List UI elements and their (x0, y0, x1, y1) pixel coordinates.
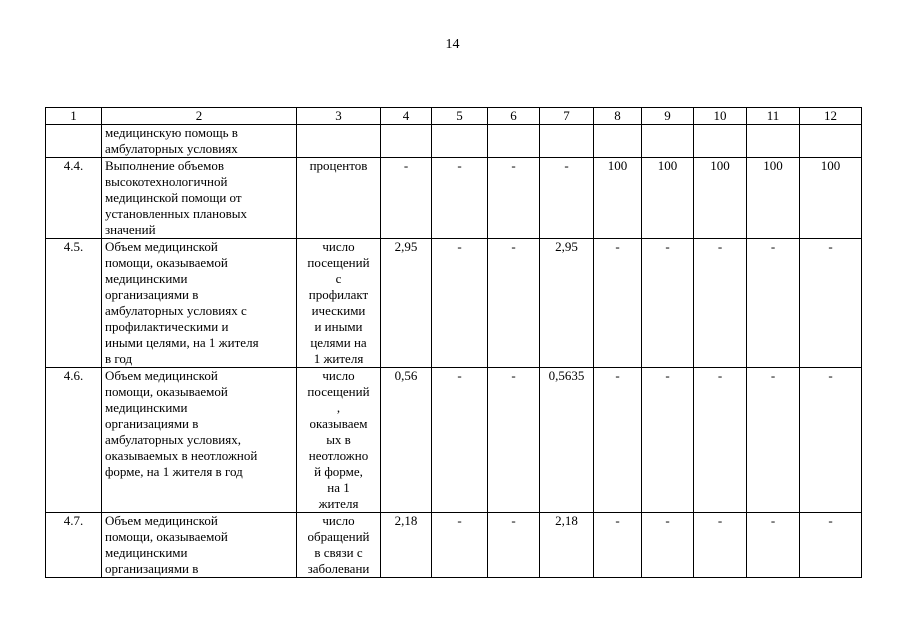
column-header: 2 (102, 108, 297, 125)
unit-line: неотложно (308, 448, 369, 463)
indicator-name-cell (102, 513, 297, 578)
unit-line: 1 жителя (313, 351, 364, 366)
value-cell: - (432, 158, 488, 239)
value-cell: 2,18 (381, 513, 432, 578)
indicator-name-line: высокотехнологичной (105, 174, 228, 189)
unit-line: число (322, 239, 355, 254)
value-cell: - (594, 368, 642, 513)
unit-line: посещений (307, 384, 370, 399)
value-cell: - (694, 239, 747, 368)
unit-line: обращений (307, 529, 370, 544)
unit-line: ическими (311, 303, 366, 318)
indicator-name-line: организациями в (105, 287, 199, 302)
row-number-cell: 4.4. (46, 158, 102, 239)
indicators-table (45, 107, 862, 578)
value-cell: - (432, 239, 488, 368)
column-header: 8 (594, 108, 642, 125)
unit-cell (297, 368, 381, 513)
unit-line: на 1 (327, 480, 350, 495)
indicator-name-line: Объем медицинской (105, 513, 218, 528)
indicator-name-cell (102, 239, 297, 368)
indicator-name-cell (102, 368, 297, 513)
value-cell: 100 (594, 158, 642, 239)
table-row (46, 368, 862, 513)
value-cell: - (642, 368, 694, 513)
row-number-cell: 4.7. (46, 513, 102, 578)
value-cell: - (800, 513, 862, 578)
unit-line: процентов (309, 158, 368, 173)
value-cell: 100 (694, 158, 747, 239)
unit-line: целями на (310, 335, 367, 350)
value-cell (488, 125, 540, 158)
indicator-name-line: иными целями, на 1 жителя (105, 335, 259, 350)
indicator-name-line: амбулаторных условиях (105, 141, 238, 156)
value-cell: - (488, 158, 540, 239)
indicator-name-line: организациями в (105, 561, 199, 576)
value-cell: 100 (800, 158, 862, 239)
value-cell: - (694, 368, 747, 513)
indicator-name-line: амбулаторных условиях, (105, 432, 241, 447)
value-cell: 2,95 (381, 239, 432, 368)
value-cell (747, 125, 800, 158)
table-header-row (46, 108, 862, 125)
indicator-name-line: значений (105, 222, 156, 237)
value-cell: - (694, 513, 747, 578)
indicator-name-line: форме, на 1 жителя в год (105, 464, 243, 479)
value-cell: - (747, 239, 800, 368)
indicator-name-line: профилактическими и (105, 319, 229, 334)
page-number: 14 (445, 37, 460, 52)
unit-line: с (335, 271, 342, 286)
table-row (46, 125, 862, 158)
indicator-name-line: медицинскую помощь в (105, 125, 238, 140)
value-cell (694, 125, 747, 158)
row-number-cell: 4.5. (46, 239, 102, 368)
column-header: 6 (488, 108, 540, 125)
value-cell: - (747, 513, 800, 578)
column-header: 9 (642, 108, 694, 125)
unit-cell (297, 125, 381, 158)
indicator-name-line: Выполнение объемов (105, 158, 224, 173)
unit-line: оказываем (309, 416, 368, 431)
column-header: 1 (46, 108, 102, 125)
value-cell: 2,95 (540, 239, 594, 368)
value-cell (594, 125, 642, 158)
indicator-name-line: Объем медицинской (105, 368, 218, 383)
unit-line: профилакт (308, 287, 369, 302)
value-cell (540, 125, 594, 158)
page-clip (0, 604, 905, 640)
indicator-name-line: помощи, оказываемой (105, 384, 228, 399)
column-header: 11 (747, 108, 800, 125)
indicator-name-cell (102, 158, 297, 239)
indicator-name-line: оказываемых в неотложной (105, 448, 258, 463)
value-cell: 2,18 (540, 513, 594, 578)
value-cell (800, 125, 862, 158)
unit-line: число (322, 368, 355, 383)
indicator-name-line: помощи, оказываемой (105, 529, 228, 544)
indicator-name-line: установленных плановых (105, 206, 248, 221)
column-header: 3 (297, 108, 381, 125)
table-row (46, 513, 862, 578)
value-cell: - (488, 368, 540, 513)
indicator-name-line: медицинскими (105, 271, 188, 286)
value-cell: - (594, 239, 642, 368)
value-cell (381, 125, 432, 158)
value-cell: 100 (747, 158, 800, 239)
table-row (46, 158, 862, 239)
value-cell: - (488, 513, 540, 578)
unit-line: жителя (318, 496, 359, 511)
value-cell: - (642, 239, 694, 368)
column-header: 5 (432, 108, 488, 125)
column-header: 12 (800, 108, 862, 125)
indicator-name-line: Объем медицинской (105, 239, 218, 254)
value-cell: - (432, 368, 488, 513)
row-number-cell: 4.6. (46, 368, 102, 513)
indicator-name-line: медицинской помощи от (105, 190, 242, 205)
unit-line: , (336, 400, 341, 415)
unit-line: й форме, (314, 464, 363, 479)
value-cell: 0,5635 (540, 368, 594, 513)
unit-line: в связи с (314, 545, 363, 560)
value-cell: - (594, 513, 642, 578)
column-header: 7 (540, 108, 594, 125)
value-cell: - (381, 158, 432, 239)
indicator-name-line: амбулаторных условиях с (105, 303, 247, 318)
unit-line: число (322, 513, 355, 528)
value-cell: - (642, 513, 694, 578)
value-cell: 100 (642, 158, 694, 239)
column-header: 4 (381, 108, 432, 125)
unit-line: и иными (314, 319, 363, 334)
unit-line: заболевани (307, 561, 370, 576)
column-header: 10 (694, 108, 747, 125)
value-cell (642, 125, 694, 158)
row-number-cell (46, 125, 102, 158)
table-row (46, 239, 862, 368)
indicator-name-line: медицинскими (105, 400, 188, 415)
unit-cell (297, 158, 381, 239)
value-cell: - (800, 368, 862, 513)
value-cell: - (540, 158, 594, 239)
indicator-name-line: медицинскими (105, 545, 188, 560)
unit-line: посещений (307, 255, 370, 270)
value-cell: - (800, 239, 862, 368)
value-cell: 0,56 (381, 368, 432, 513)
unit-line: ых в (326, 432, 351, 447)
value-cell: - (488, 239, 540, 368)
indicator-name-line: помощи, оказываемой (105, 255, 228, 270)
indicator-name-line: в год (105, 351, 133, 366)
unit-cell (297, 513, 381, 578)
value-cell: - (747, 368, 800, 513)
unit-cell (297, 239, 381, 368)
indicator-name-line: организациями в (105, 416, 199, 431)
indicator-name-cell (102, 125, 297, 158)
value-cell: - (432, 513, 488, 578)
value-cell (432, 125, 488, 158)
